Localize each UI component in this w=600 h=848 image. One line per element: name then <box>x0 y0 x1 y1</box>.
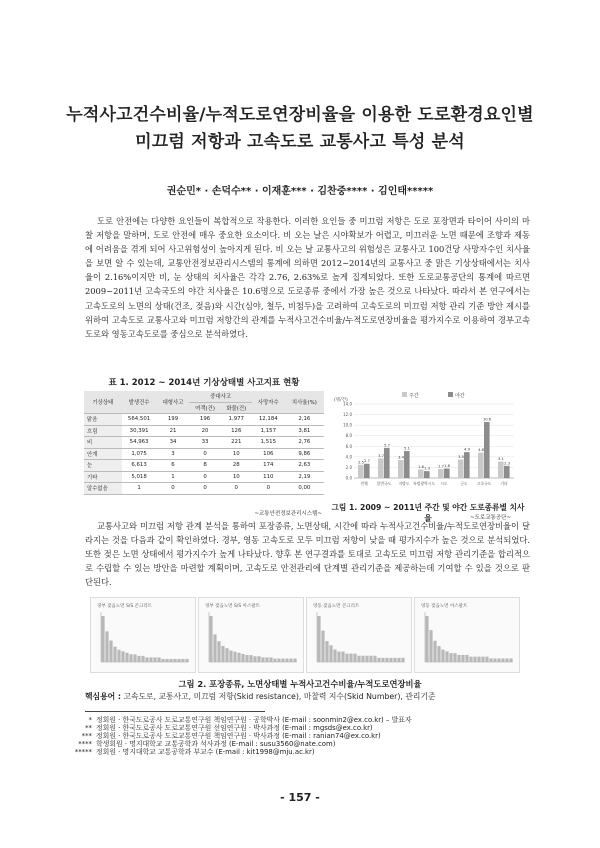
table-row <box>84 425 324 437</box>
bar-data-label: 2.5 <box>358 460 364 465</box>
table-cell: 1,157 <box>252 425 285 437</box>
panel-bar <box>157 657 160 662</box>
table-cell: 0 <box>221 483 252 495</box>
table-cell: 174 <box>252 460 285 472</box>
y-tick-label: 10.0 <box>343 422 352 428</box>
table-cell: 564,501 <box>122 414 157 426</box>
footnote-divider <box>85 711 265 712</box>
legend-swatch <box>402 392 407 397</box>
panel-bar <box>381 658 384 662</box>
table-cell: 196 <box>189 414 220 426</box>
panel-bar <box>117 650 120 662</box>
bar-data-label: 4.8 <box>478 448 484 453</box>
panel-bar <box>133 654 136 662</box>
y-tick-label: 8.0 <box>345 433 352 439</box>
table-cell: 3 <box>157 448 190 460</box>
bar <box>464 452 470 478</box>
panel-bar <box>129 654 132 662</box>
bar <box>424 471 430 478</box>
accident-table <box>84 391 324 495</box>
abstract-paragraph-2: 교통사고와 미끄럼 저항 관계 분석을 통하여 포장종류, 노면상태, 시간에 따라 누적사고건수비율/누적도로연장비율이 달라지는 것을 다음과 같이 확인하였다. 경부, 영동 고속도로 모두 미끄럼 저항이 낮을 때 평가지수가 높은 것으로 분석되었다. 또한 젖은 노면 상태에서 평가지수가 높게 나타났다. 향후 본 연구결과를 토대로 고속도로 미끄럼 저항 관리기준을 합리적으로 수립할 수 있는 방안을 마련할 계획이며, 고속도로 안전관리에 단계별 관리기준을 제공하는데 기여할 수 있을 것으로 판단된다. <box>85 521 530 588</box>
footnote <box>58 732 381 740</box>
panel-bar <box>345 654 348 662</box>
panel-bar <box>353 654 356 662</box>
table-cell: 34 <box>157 437 190 449</box>
panel-bar <box>425 616 428 662</box>
table-cell: 2,16 <box>285 414 324 426</box>
bar-data-label: 2.3 <box>504 461 510 466</box>
footnote <box>58 716 412 724</box>
panel-bar <box>221 646 224 662</box>
panel-bar <box>153 657 156 662</box>
panel-bar <box>321 631 324 662</box>
table-cell: 0 <box>189 448 220 460</box>
table-header: 대형사고 <box>157 391 190 414</box>
panel-bar <box>185 659 188 662</box>
keywords-text: 고속도로, 교통사고, 미끄럼 저항(Skid resistance), 마찰력 지수(Skid Number), 관리기준 <box>120 692 436 701</box>
y-tick-label: 2.0 <box>345 464 352 470</box>
keywords <box>85 691 436 702</box>
panel-bar <box>437 646 440 662</box>
panel-bar <box>365 656 368 662</box>
table-cell: 21 <box>157 425 190 437</box>
figure-2-panel <box>306 597 412 673</box>
footnote-mark: ***** <box>74 748 92 756</box>
panel-bar <box>257 656 260 662</box>
table-cell: 110 <box>252 471 285 483</box>
paper-title-line-1: 누적사고건수비율/누적도로연장비율을 이용한 도로환경요인별 <box>66 105 534 125</box>
table-source: ~교통안전정보관리시스템~ <box>254 510 322 517</box>
panel-bar <box>249 655 252 662</box>
table-row-label: 알수없음 <box>84 483 122 495</box>
panel-bar <box>105 631 108 662</box>
table-header: 발생건수 <box>122 391 157 414</box>
panel-title: 경부 젖음노면 S/S 콘크리트 <box>97 604 152 609</box>
panel-bar <box>481 657 484 662</box>
bar <box>384 448 390 478</box>
panel-bar <box>357 656 360 662</box>
bar <box>438 469 444 478</box>
panel-bar <box>113 647 116 662</box>
legend-label: 주간 <box>409 393 419 399</box>
panel-bar <box>469 657 472 662</box>
abstract-paragraph-1: 도로 안전에는 다양한 요인들이 복합적으로 작용한다. 이러한 요인들 중 미끄럼 저항은 도로 포장면과 타이어 사이의 마찰 저항을 말하며, 도로 안전에 매우 중요한 요소이다. 비 오는 날은 시야확보가 어렵고, 미끄러운 노면 때문에 조향과 제동에 어려움을 겪게 되어 사고위험성이 높아지게 된다. 비 오는 날 교통사고의 위험성은 교통사고 100건당 사망자수인 치사율을 보면 알 수 있는데, 교통안전정보관리시스템의 통계에 의하면 2012~2014년의 교통사고 중 맑은 기상상태에서는 치사율이 2.16%이지만 비, 눈 상태의 치사율은 각각 2.76, 2.63%로 높게 집계되었다. 또한 도로교통공단의 통계에 따르면 2009~2011년 고속국도의 야간 치사율은 10.6명으로 도로종류 중에서 가장 높은 것으로 나타났다. 따라서 본 연구에서는 고속도로의 노면의 상태(건조, 젖음)와 시간(심야, 철두, 비첨두)을 고려하여 고속도로의 미끄럼 저항 관리 기준 방안 제시를 위하여 고속도로 교통사고와 미끄럼 저항간의 관계를 누적사고건수비율/누적도로연장비율을 평가지수로 이용하여 경부고속도로와 영동고속도로를 중심으로 분석하였다. <box>85 216 530 339</box>
table-cell: 1,977 <box>221 414 252 426</box>
table-cell: 106 <box>252 448 285 460</box>
panel-bar <box>329 645 332 662</box>
table-cell: 30,391 <box>122 425 157 437</box>
panel-bar <box>161 659 164 662</box>
panel-bar <box>289 659 292 662</box>
panel-bar <box>241 654 244 662</box>
footnote-text: 정회원 · 명지대학교 교통공학과 부교수 (E-mail : kit1998@mju.ac.kr) <box>96 748 315 756</box>
table-row <box>84 471 324 483</box>
panel-bar <box>429 630 432 662</box>
table-row <box>84 448 324 460</box>
panel-bar <box>225 648 228 662</box>
fatality-rate-bar-chart <box>332 390 518 494</box>
bar <box>398 460 404 478</box>
footnote-text: 정회원 · 한국도로공사 도로교통연구원 선임연구원 · 박사과정 (E-mail : mgsds@ex.co.kr) <box>96 724 373 732</box>
panel-bar <box>373 656 376 662</box>
panel-bar <box>149 657 152 662</box>
panel-bar <box>273 659 276 662</box>
accident-table-block <box>84 376 324 517</box>
bar-data-label: 1.3 <box>424 466 430 471</box>
figure-2-panel <box>414 597 520 673</box>
table-cell: 0 <box>157 483 190 495</box>
panel-bar <box>445 651 448 662</box>
table-row-label: 흐림 <box>84 425 122 437</box>
table-row <box>84 437 324 449</box>
legend-swatch <box>448 392 453 397</box>
bar-data-label: 3.4 <box>398 455 404 460</box>
table-cell: 1 <box>122 483 157 495</box>
table-cell: 2,19 <box>285 471 324 483</box>
panel-bar <box>337 652 340 662</box>
table-row-label: 비 <box>84 437 122 449</box>
table-header: 치사율(%) <box>285 391 324 414</box>
panel-bar <box>349 654 352 662</box>
footnote-mark: *** <box>81 732 92 740</box>
panel-bar <box>505 658 508 662</box>
table-cell: 6 <box>157 460 190 472</box>
bar-data-label: 1.7 <box>438 464 444 469</box>
table-cell: 221 <box>221 437 252 449</box>
table-row <box>84 460 324 472</box>
bar-data-label: 4.9 <box>464 447 470 452</box>
table-cell: 8 <box>189 460 220 472</box>
panel-bar <box>461 655 464 662</box>
footnote-text: 정회원 · 한국도로공사 도로교통연구원 책임연구원 · 박사과정 (E-mail : ranian74@ex.co.kr) <box>96 732 381 740</box>
bar <box>504 466 510 478</box>
bar <box>418 470 424 478</box>
panel-bar <box>385 658 388 662</box>
panel-bar <box>109 641 112 662</box>
footnote-mark: **** <box>78 740 92 748</box>
table-cell: 54,963 <box>122 437 157 449</box>
author-list: 권순민* · 손덕수** · 이재훈*** · 김찬중**** · 김인태***** <box>166 186 434 197</box>
panel-bar <box>229 651 232 663</box>
panel-bar <box>317 616 320 662</box>
y-tick-label: 6.0 <box>345 443 352 449</box>
panel-bar <box>441 650 444 662</box>
panel-bar <box>209 616 212 662</box>
panel-title: 영동 젖음노면 아스팔트 <box>421 604 468 609</box>
panel-bar <box>261 657 264 662</box>
bar-data-label: 5.7 <box>384 443 390 448</box>
panel-bar <box>181 659 184 662</box>
bar-data-label: 5.1 <box>404 446 410 451</box>
panel-bar <box>293 659 296 662</box>
table-cell: 0 <box>189 471 220 483</box>
table-cell: 12,184 <box>252 414 285 426</box>
x-tick-label: 일반국도 <box>376 481 392 486</box>
y-axis-label: (명/건) <box>334 398 348 403</box>
panel-bar <box>245 655 248 662</box>
footnote-mark: ** <box>85 724 92 732</box>
bar <box>484 422 490 478</box>
panel-bar <box>393 658 396 662</box>
panel-bar <box>141 656 144 662</box>
table-cell: 10 <box>221 471 252 483</box>
panel-bar <box>213 634 216 662</box>
panel-bar <box>101 616 104 662</box>
footnote-text: 학생회원 · 명지대학교 교통공학과 석사과정 (E-mail : susu3560@nate.com) <box>96 740 336 748</box>
bar <box>358 465 364 478</box>
page-number: - 157 - <box>280 791 320 804</box>
x-tick-label: 전체 <box>360 481 368 486</box>
table-cell: 20 <box>189 425 220 437</box>
panel-bar <box>125 653 128 662</box>
panel-bar <box>433 641 436 662</box>
table-header: 사망자수 <box>252 391 285 414</box>
panel-bar <box>493 658 496 662</box>
table-cell: 126 <box>221 425 252 437</box>
bar-data-label: 10.6 <box>482 417 492 422</box>
panel-bar <box>397 658 400 662</box>
bar-data-label: 1.6 <box>418 465 424 470</box>
bar-data-label: 3.1 <box>498 457 504 462</box>
panel-bar <box>401 658 404 662</box>
table-row <box>84 414 324 426</box>
panel-bar <box>465 655 468 662</box>
table-cell: 1,515 <box>252 437 285 449</box>
panel-bar <box>485 657 488 662</box>
panel-bar <box>377 658 380 662</box>
panel-bar <box>233 652 236 662</box>
bar-data-label: 1.8 <box>444 463 450 468</box>
table-cell: 28 <box>221 460 252 472</box>
table-cell: 2,76 <box>285 437 324 449</box>
bar <box>404 451 410 478</box>
table-cell: 5,018 <box>122 471 157 483</box>
table-cell: 10 <box>221 448 252 460</box>
bar-data-label: 3.7 <box>378 453 384 458</box>
panel-bar <box>145 657 148 662</box>
panel-bar <box>509 658 512 662</box>
table-cell: 2,63 <box>285 460 324 472</box>
table-cell: 199 <box>157 414 190 426</box>
panel-bar <box>253 656 256 662</box>
bar <box>364 464 370 478</box>
table-row-label: 맑음 <box>84 414 122 426</box>
bar-data-label: 3.5 <box>458 455 464 459</box>
table-cell: 0,00 <box>285 483 324 495</box>
footnote-text: 정회원 · 한국도로공사 도로교통연구원 책임연구원 · 공학박사 (E-mail : soonmin2@ex.co.kr) – 발표자 <box>96 716 412 724</box>
panel-bar <box>277 659 280 662</box>
x-tick-label: 특별광역시도 <box>412 481 436 486</box>
figure-1-source: ~도로교통공단~ <box>470 515 512 521</box>
panel-bar <box>269 657 272 662</box>
table-row-label: 안개 <box>84 448 122 460</box>
panel-bar <box>449 653 452 662</box>
panel-bar <box>477 657 480 662</box>
panel-bar <box>237 653 240 662</box>
x-tick-label: 시도 <box>440 481 448 486</box>
panel-bar <box>341 652 344 662</box>
figure-2-caption: 그림 2. 포장종류, 노면상태별 누적사고건수비율/누적도로연장비율 <box>178 679 422 689</box>
panel-bar <box>497 658 500 662</box>
table-cell: 3,81 <box>285 425 324 437</box>
x-tick-label: 군도 <box>460 481 468 486</box>
table-cell: 1,075 <box>122 448 157 460</box>
x-tick-label: 기타 <box>500 481 508 486</box>
panel-bar <box>217 641 220 662</box>
panel-bar <box>333 649 336 662</box>
footnote <box>58 724 373 732</box>
bar <box>444 468 450 478</box>
table-row-label: 눈 <box>84 460 122 472</box>
table-cell: 9,86 <box>285 448 324 460</box>
table-subheader: 화물(건) <box>221 402 252 414</box>
bar <box>478 453 484 478</box>
table-cell: 1 <box>157 471 190 483</box>
table-subheader: 여객(건) <box>189 402 220 414</box>
table-row <box>84 483 324 495</box>
panel-title: 경부 젖음노면 S/S 아스팔트 <box>205 604 260 609</box>
table-cell: 0 <box>189 483 220 495</box>
panel-bar <box>361 656 364 662</box>
table-cell: 6,613 <box>122 460 157 472</box>
panel-bar <box>389 658 392 662</box>
panel-bar <box>369 656 372 662</box>
table-header: 중대사고 <box>189 391 251 402</box>
bar-data-label: 2.7 <box>364 459 370 464</box>
y-tick-label: 4.0 <box>345 454 352 460</box>
panel-bar <box>169 659 172 662</box>
panel-bar <box>453 653 456 662</box>
legend-label: 야간 <box>455 393 465 399</box>
figure-2-panel <box>198 597 304 673</box>
panel-bar <box>265 657 268 662</box>
bar <box>378 458 384 478</box>
panel-bar <box>457 655 460 662</box>
panel-bar <box>137 656 140 662</box>
table-header: 기상상태 <box>84 391 122 414</box>
table-row-label: 기타 <box>84 471 122 483</box>
y-tick-label: 0.0 <box>345 475 352 481</box>
x-tick-label: 지방도 <box>398 481 410 486</box>
table-cell: 33 <box>189 437 220 449</box>
panel-title: 영동 젖음노면 콘크리트 <box>313 604 360 609</box>
figure-2-panel <box>90 597 196 673</box>
panel-bar <box>473 657 476 662</box>
panel-bar <box>285 659 288 662</box>
y-tick-label: 14.0 <box>343 401 352 407</box>
footnote-mark: * <box>88 716 92 724</box>
y-tick-label: 12.0 <box>343 412 352 418</box>
table-cell: 0 <box>252 483 285 495</box>
x-tick-label: 고속국도 <box>476 481 492 486</box>
panel-bar <box>165 659 168 662</box>
panel-bar <box>121 651 124 662</box>
panel-bar <box>325 641 328 662</box>
footnote <box>58 748 315 756</box>
keywords-label: 핵심용어 : <box>85 692 121 701</box>
panel-bar <box>173 659 176 662</box>
panel-bar <box>281 659 284 662</box>
panel-bar <box>177 659 180 662</box>
bar <box>458 460 464 479</box>
paper-title-line-2: 미끄럼 저항과 고속도로 교통사고 특성 분석 <box>135 132 465 152</box>
table-title: 표 1. 2012 ~ 2014년 기상상태별 사고지표 현황 <box>108 378 300 388</box>
figure-1-caption: 그림 1. 2009 ~ 2011년 주간 및 야간 도로종류별 치사율 <box>331 503 525 523</box>
panel-bar <box>501 658 504 662</box>
bar <box>498 462 504 478</box>
panel-bar <box>489 658 492 662</box>
footnote <box>58 740 335 748</box>
